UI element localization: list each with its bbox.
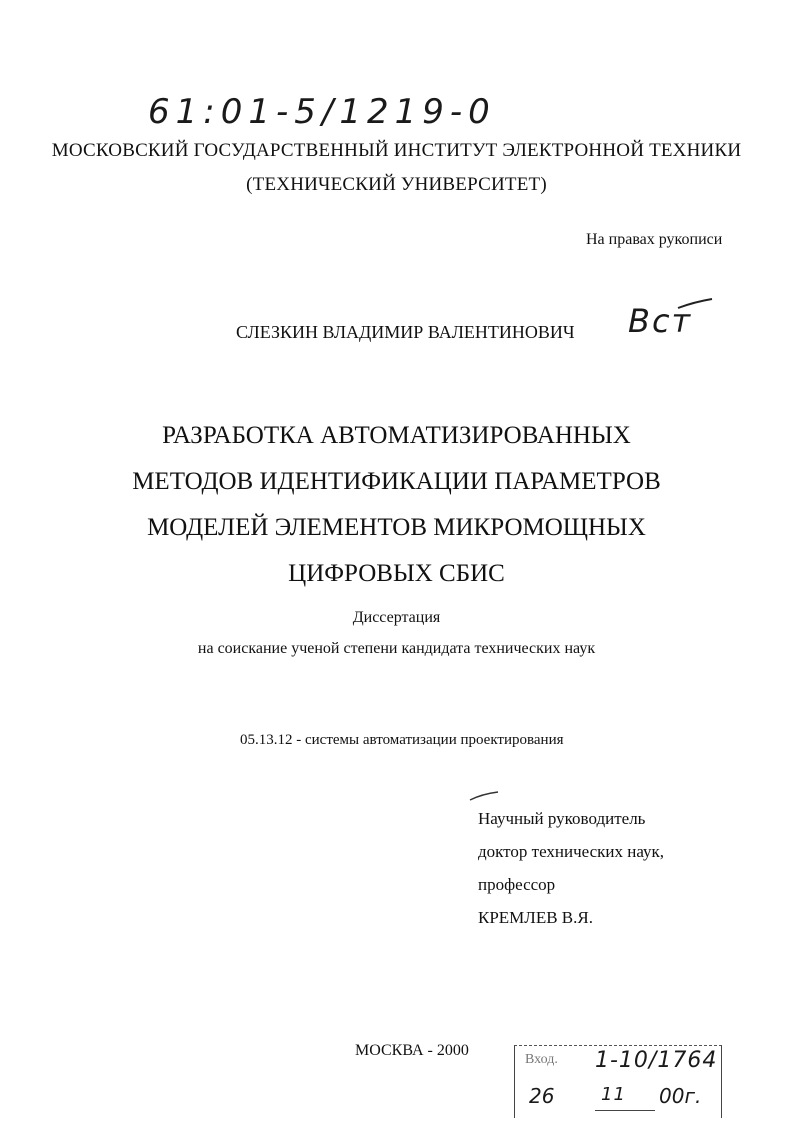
specialty-code: 05.13.12 - системы автоматизации проектирования — [240, 732, 564, 748]
supervisor-degree: доктор технических наук, — [478, 842, 665, 861]
registration-stamp — [514, 1045, 722, 1118]
stamp-day: 26 — [529, 1084, 555, 1108]
title-line: МОДЕЛЕЙ ЭЛЕМЕНТОВ МИКРОМОЩНЫХ — [147, 514, 646, 541]
stamp-month: 11 — [601, 1084, 626, 1105]
degree-line: на соискание ученой степени кандидата технических наук — [197, 640, 596, 657]
stamp-month-underline — [595, 1110, 655, 1111]
city-year: МОСКВА - 2000 — [355, 1042, 469, 1059]
archive-number: 61:01-5/1219-0 — [148, 92, 496, 132]
author-name: СЛЕЗКИН ВЛАДИМИР ВАЛЕНТИНОВИЧ — [236, 322, 575, 342]
stamp-year: 00г. — [659, 1084, 702, 1108]
manuscript-note: На правах рукописи — [586, 231, 723, 248]
stamp-number: 1-10/1764 — [595, 1048, 718, 1073]
institution-name: МОСКОВСКИЙ ГОСУДАРСТВЕННЫЙ ИНСТИТУТ ЭЛЕКТРОННОЙ ТЕХНИКИ — [51, 140, 742, 161]
stamp-label: Вход. — [525, 1052, 558, 1067]
supervisor-title: профессор — [478, 875, 556, 894]
supervisor-name: КРЕМЛЕВ В.Я. — [478, 908, 593, 927]
supervisor-block — [478, 802, 664, 934]
document-type: Диссертация — [352, 609, 441, 626]
supervisor-role: Научный руководитель — [478, 809, 646, 828]
institution-subtitle: (ТЕХНИЧЕСКИЙ УНИВЕРСИТЕТ) — [246, 174, 547, 195]
dissertation-title — [0, 413, 793, 597]
title-line: ЦИФРОВЫХ СБИС — [288, 560, 505, 587]
handwritten-mark: Вст — [628, 302, 693, 340]
title-line: МЕТОДОВ ИДЕНТИФИКАЦИИ ПАРАМЕТРОВ — [132, 468, 661, 495]
title-line: РАЗРАБОТКА АВТОМАТИЗИРОВАННЫХ — [162, 422, 631, 449]
handwritten-stroke-icon — [676, 296, 716, 312]
